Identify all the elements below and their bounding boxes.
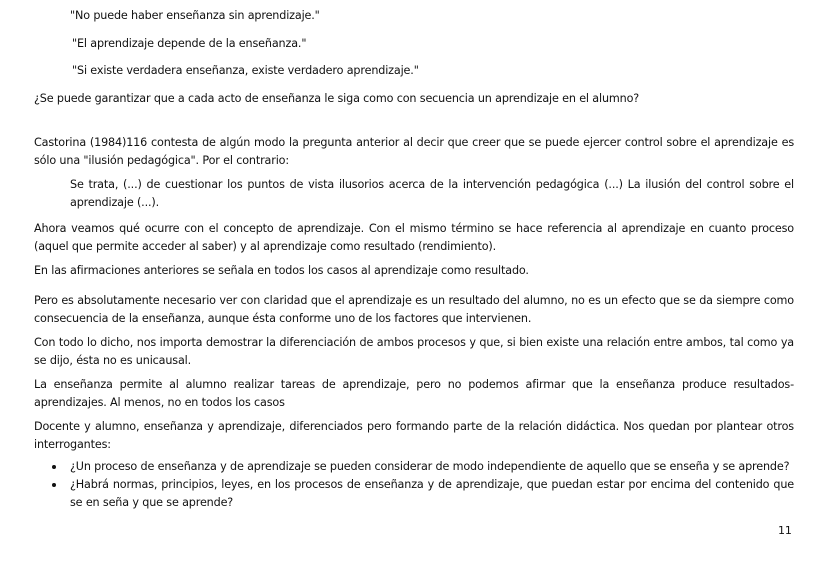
paragraph-ensenanza-permite: La enseñanza permite al alumno realizar tareas de aprendizaje, pero no podemos afirmar que la enseñanza produce resultados-aprendizajes. Al menos, no en todos los casos — [34, 378, 794, 409]
list-item — [34, 476, 794, 512]
list-item-text: ¿Habrá normas, principios, leyes, en los procesos de enseñanza y de aprendizaje, que puedan estar por encima del contenido que se en seña y que se aprende? — [70, 478, 794, 509]
quote-2: "El aprendizaje depende de la enseñanza." — [72, 37, 307, 50]
question-paragraph: ¿Se puede garantizar que a cada acto de enseñanza le siga como con secuencia un aprendizaje en el alumno? — [34, 92, 640, 105]
paragraph-concept: Ahora veamos qué ocurre con el concepto de aprendizaje. Con el mismo término se hace referencia al aprendizaje en cuanto proceso (aquel que permite acceder al saber) y al aprendizaje como resultado (rendimiento). — [34, 222, 794, 253]
page-number: 11 — [778, 524, 792, 537]
paragraph-diferenciacion: Con todo lo dicho, nos importa demostrar la diferenciación de ambos procesos y que, si bien existe una relación entre ambos, tal como ya se dijo, ésta no es unicausal. — [34, 336, 794, 367]
quote-3: "Si existe verdadera enseñanza, existe verdadero aprendizaje." — [72, 64, 419, 77]
block-quote: Se trata, (...) de cuestionar los puntos de vista ilusorios acerca de la intervención pedagógica (...) La ilusión del control sobre el aprendizaje (...). — [70, 178, 794, 209]
bullet-icon — [52, 483, 56, 487]
list-item-text: ¿Un proceso de enseñanza y de aprendizaje se pueden considerar de modo independiente de aquello que se enseña y se aprende? — [70, 460, 790, 473]
paragraph-afirmaciones: En las afirmaciones anteriores se señala en todos los casos al aprendizaje como resultado. — [34, 264, 529, 277]
quote-1: "No puede haber enseñanza sin aprendizaje." — [70, 9, 320, 22]
castorina-paragraph: Castorina (1984)116 contesta de algún modo la pregunta anterior al decir que creer que se puede ejercer control sobre el aprendizaje es sólo una "ilusión pedagógica". Por el contrario: — [34, 136, 794, 167]
paragraph-docente-alumno: Docente y alumno, enseñanza y aprendizaje, diferenciados pero formando parte de la relación didáctica. Nos quedan por plantear otros interrogantes: — [34, 420, 794, 451]
list-item — [34, 458, 794, 476]
paragraph-necesario: Pero es absolutamente necesario ver con claridad que el aprendizaje es un resultado del alumno, no es un efecto que se da siempre como consecuencia de la enseñanza, aunque ésta conforme uno de los factores que intervienen. — [34, 294, 794, 325]
questions-list — [34, 458, 794, 512]
bullet-icon — [52, 465, 56, 469]
